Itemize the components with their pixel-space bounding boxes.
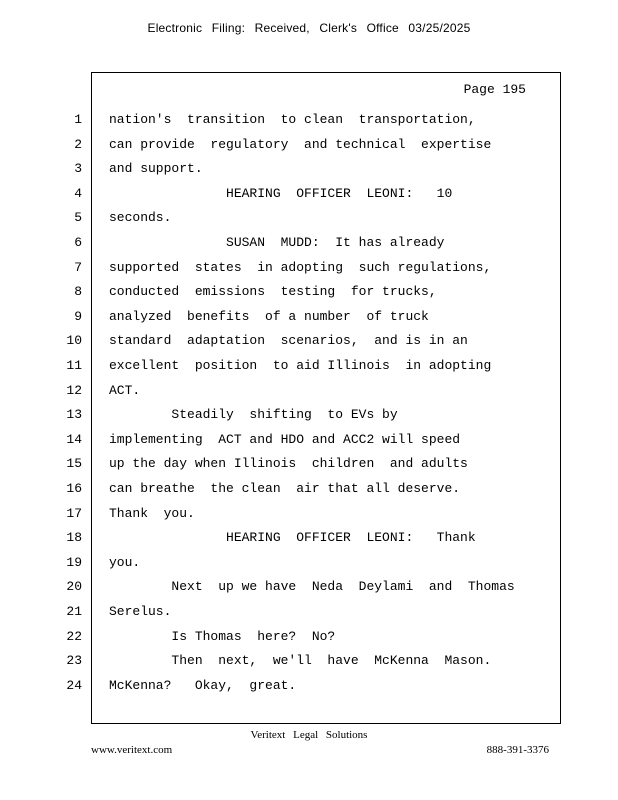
transcript-line [0,186,618,206]
transcript-line [0,555,618,575]
line-text: standard adaptation scenarios, and is in an [109,333,468,349]
line-text: you. [109,554,141,570]
footer-website: www.veritext.com [91,744,173,756]
transcript-line [0,506,618,526]
line-number: 22 [66,628,82,644]
transcript-line [0,112,618,132]
transcript-line [0,383,618,403]
line-text: Is Thomas here? No? [109,628,336,644]
transcript-line [0,284,618,304]
line-number: 20 [66,579,82,595]
line-number: 7 [74,259,82,275]
line-text: Thank you. [109,505,195,521]
line-text: Next up we have Neda Deylami and Thomas [109,579,515,595]
line-text: McKenna? Okay, great. [109,677,297,693]
line-text: can provide regulatory and technical expertise [109,136,492,152]
transcript-line [0,629,618,649]
transcript-line [0,653,618,673]
line-number: 15 [66,456,82,472]
line-text: SUSAN MUDD: It has already [109,235,445,250]
line-text: seconds. [109,210,172,226]
footer-phone: 888-391-3376 [486,744,549,756]
transcript-line [0,579,618,599]
line-text: HEARING OFFICER LEONI: Thank [109,530,476,546]
line-number: 10 [66,333,82,349]
line-text: Serelus. [109,604,172,619]
line-number: 4 [74,185,82,201]
line-number: 23 [66,653,82,669]
transcript-line [0,481,618,501]
line-text: ACT. [109,382,141,398]
line-text: up the day when Illinois children and adults [109,456,468,472]
line-text: excellent position to aid Illinois in adopting [109,358,492,373]
transcript-line [0,309,618,329]
transcript-line [0,210,618,230]
line-text: Steadily shifting to EVs by [109,407,398,423]
line-number: 1 [74,112,82,127]
line-text: HEARING OFFICER LEONI: 10 [109,185,453,201]
transcript-line [0,456,618,476]
line-number: 11 [66,358,82,373]
line-number: 21 [66,604,82,619]
filing-stamp: Electronic Filing: Received, Clerk's Office 03/25/2025 [147,21,471,35]
line-number: 3 [74,161,82,177]
line-number: 8 [74,284,82,300]
transcript-line [0,432,618,452]
footer-company: Veritext Legal Solutions [250,729,368,741]
line-number: 19 [66,554,82,570]
transcript-line [0,530,618,550]
transcript-line [0,137,618,157]
line-number: 12 [66,382,82,398]
line-number: 9 [74,308,82,324]
transcript-line [0,235,618,255]
transcript-line [0,604,618,624]
page-number: Page 195 [463,82,526,97]
line-number: 6 [74,235,82,250]
transcript-line [0,358,618,378]
transcript-line [0,678,618,698]
line-text: can breathe the clean air that all deserve. [109,481,461,496]
transcript-line [0,161,618,181]
line-text: analyzed benefits of a number of truck [109,308,429,324]
line-text: and support. [109,161,203,177]
line-text: conducted emissions testing for trucks, [109,284,437,300]
line-number: 16 [66,481,82,496]
transcript-line [0,407,618,427]
line-number: 18 [66,530,82,546]
transcript-line [0,333,618,353]
line-number: 17 [66,505,82,521]
line-text: supported states in adopting such regulations, [109,259,492,275]
transcript-line [0,260,618,280]
line-number: 14 [66,431,82,447]
line-number: 24 [66,677,82,693]
line-number: 2 [74,136,82,152]
line-number: 13 [66,407,82,423]
line-text: implementing ACT and HDO and ACC2 will speed [109,431,461,447]
line-text: Then next, we'll have McKenna Mason. [109,653,492,669]
line-number: 5 [74,210,82,226]
line-text: nation's transition to clean transportation, [109,112,476,127]
